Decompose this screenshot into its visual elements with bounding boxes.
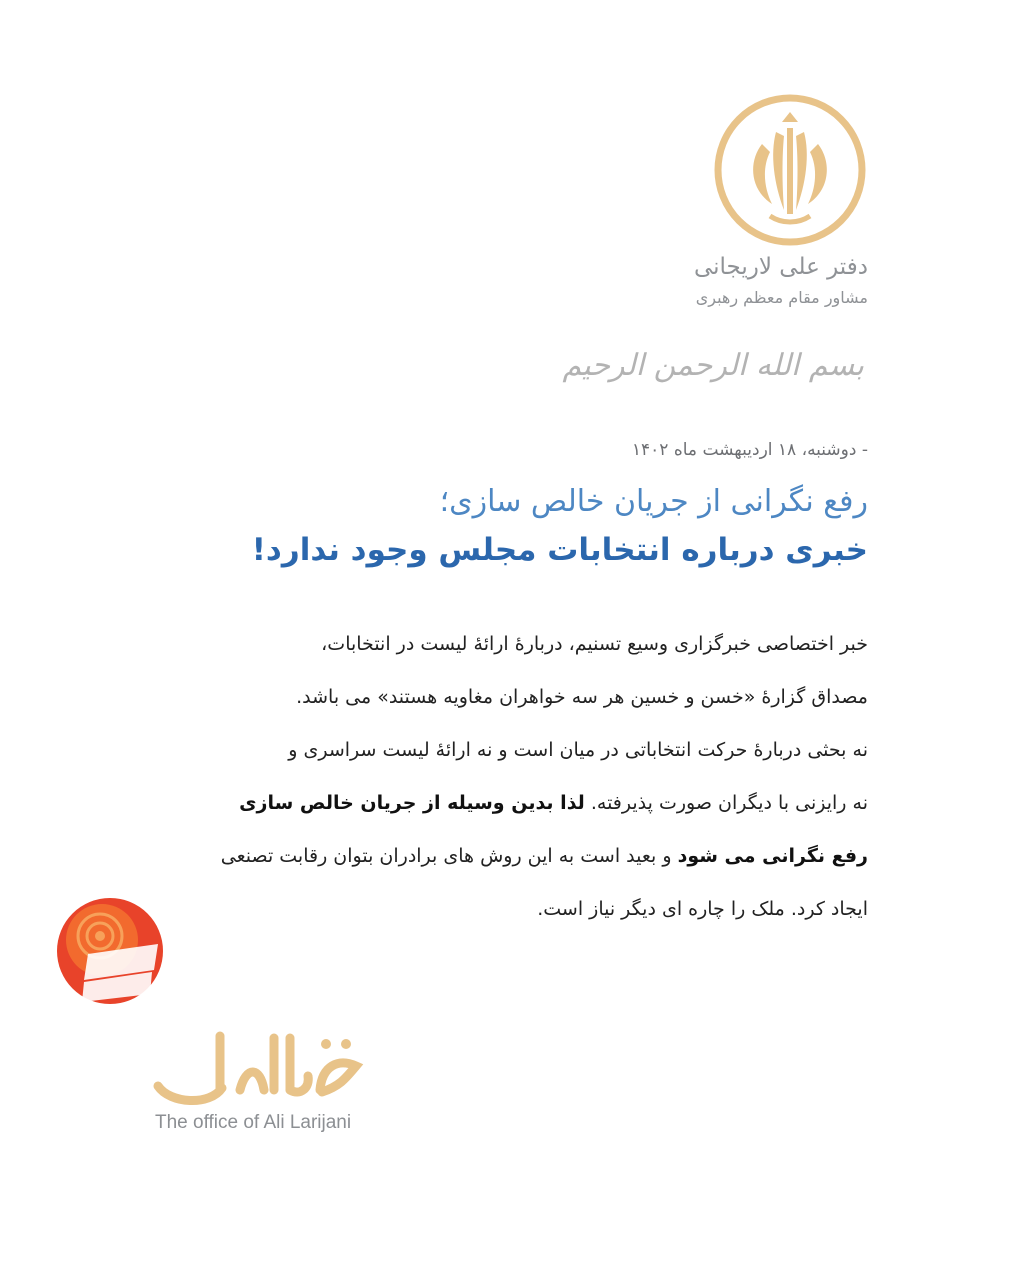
- larijani-signature-logo: [150, 1026, 366, 1112]
- basmala: بسم الله الرحمن الرحیم: [562, 348, 864, 383]
- body-line: [228, 783, 868, 836]
- office-english-name: The office of Ali Larijani: [155, 1112, 352, 1133]
- body-text-bold: رفع نگرانی می شود: [677, 845, 868, 867]
- body-line: خبر اختصاصی خبرگزاری وسیع تسنیم، دربارهٔ ارائهٔ لیست در انتخابات،: [321, 633, 868, 655]
- date-line: - دوشنبه، ۱۸ اردیبهشت ماه ۱۴۰۲: [631, 440, 868, 460]
- body-line: نه بحثی دربارهٔ حرکت انتخاباتی در میان است و نه ارائهٔ لیست سراسری و: [288, 739, 868, 761]
- office-subtitle: مشاور مقام معظم رهبری: [695, 288, 868, 307]
- body-line: ایجاد کرد. ملک را چاره ای دیگر نیاز است.: [537, 898, 868, 920]
- statement-body: [220, 624, 868, 942]
- office-name: دفتر علی لاریجانی: [693, 254, 868, 280]
- headline-primary: رفع نگرانی از جریان خالص سازی؛: [439, 484, 868, 519]
- body-text-plain: نه رایزنی با دیگران صورت پذیرفته.: [584, 792, 868, 814]
- body-text-bold: لذا بدین وسیله از جریان خالص سازی: [239, 792, 585, 814]
- body-line: مصداق گزارهٔ «خسن و خسین هر سه خواهران مغاویه هستند» می باشد.: [296, 686, 868, 708]
- body-line: [220, 836, 868, 889]
- body-text-plain: و بعید است به این روش های برادران بتوان رقابت تصنعی: [220, 845, 678, 867]
- media-badge-logo: [54, 896, 170, 1006]
- iran-emblem-icon: [712, 92, 868, 248]
- headline-secondary: خبری درباره انتخابات مجلس وجود ندارد!: [251, 532, 868, 568]
